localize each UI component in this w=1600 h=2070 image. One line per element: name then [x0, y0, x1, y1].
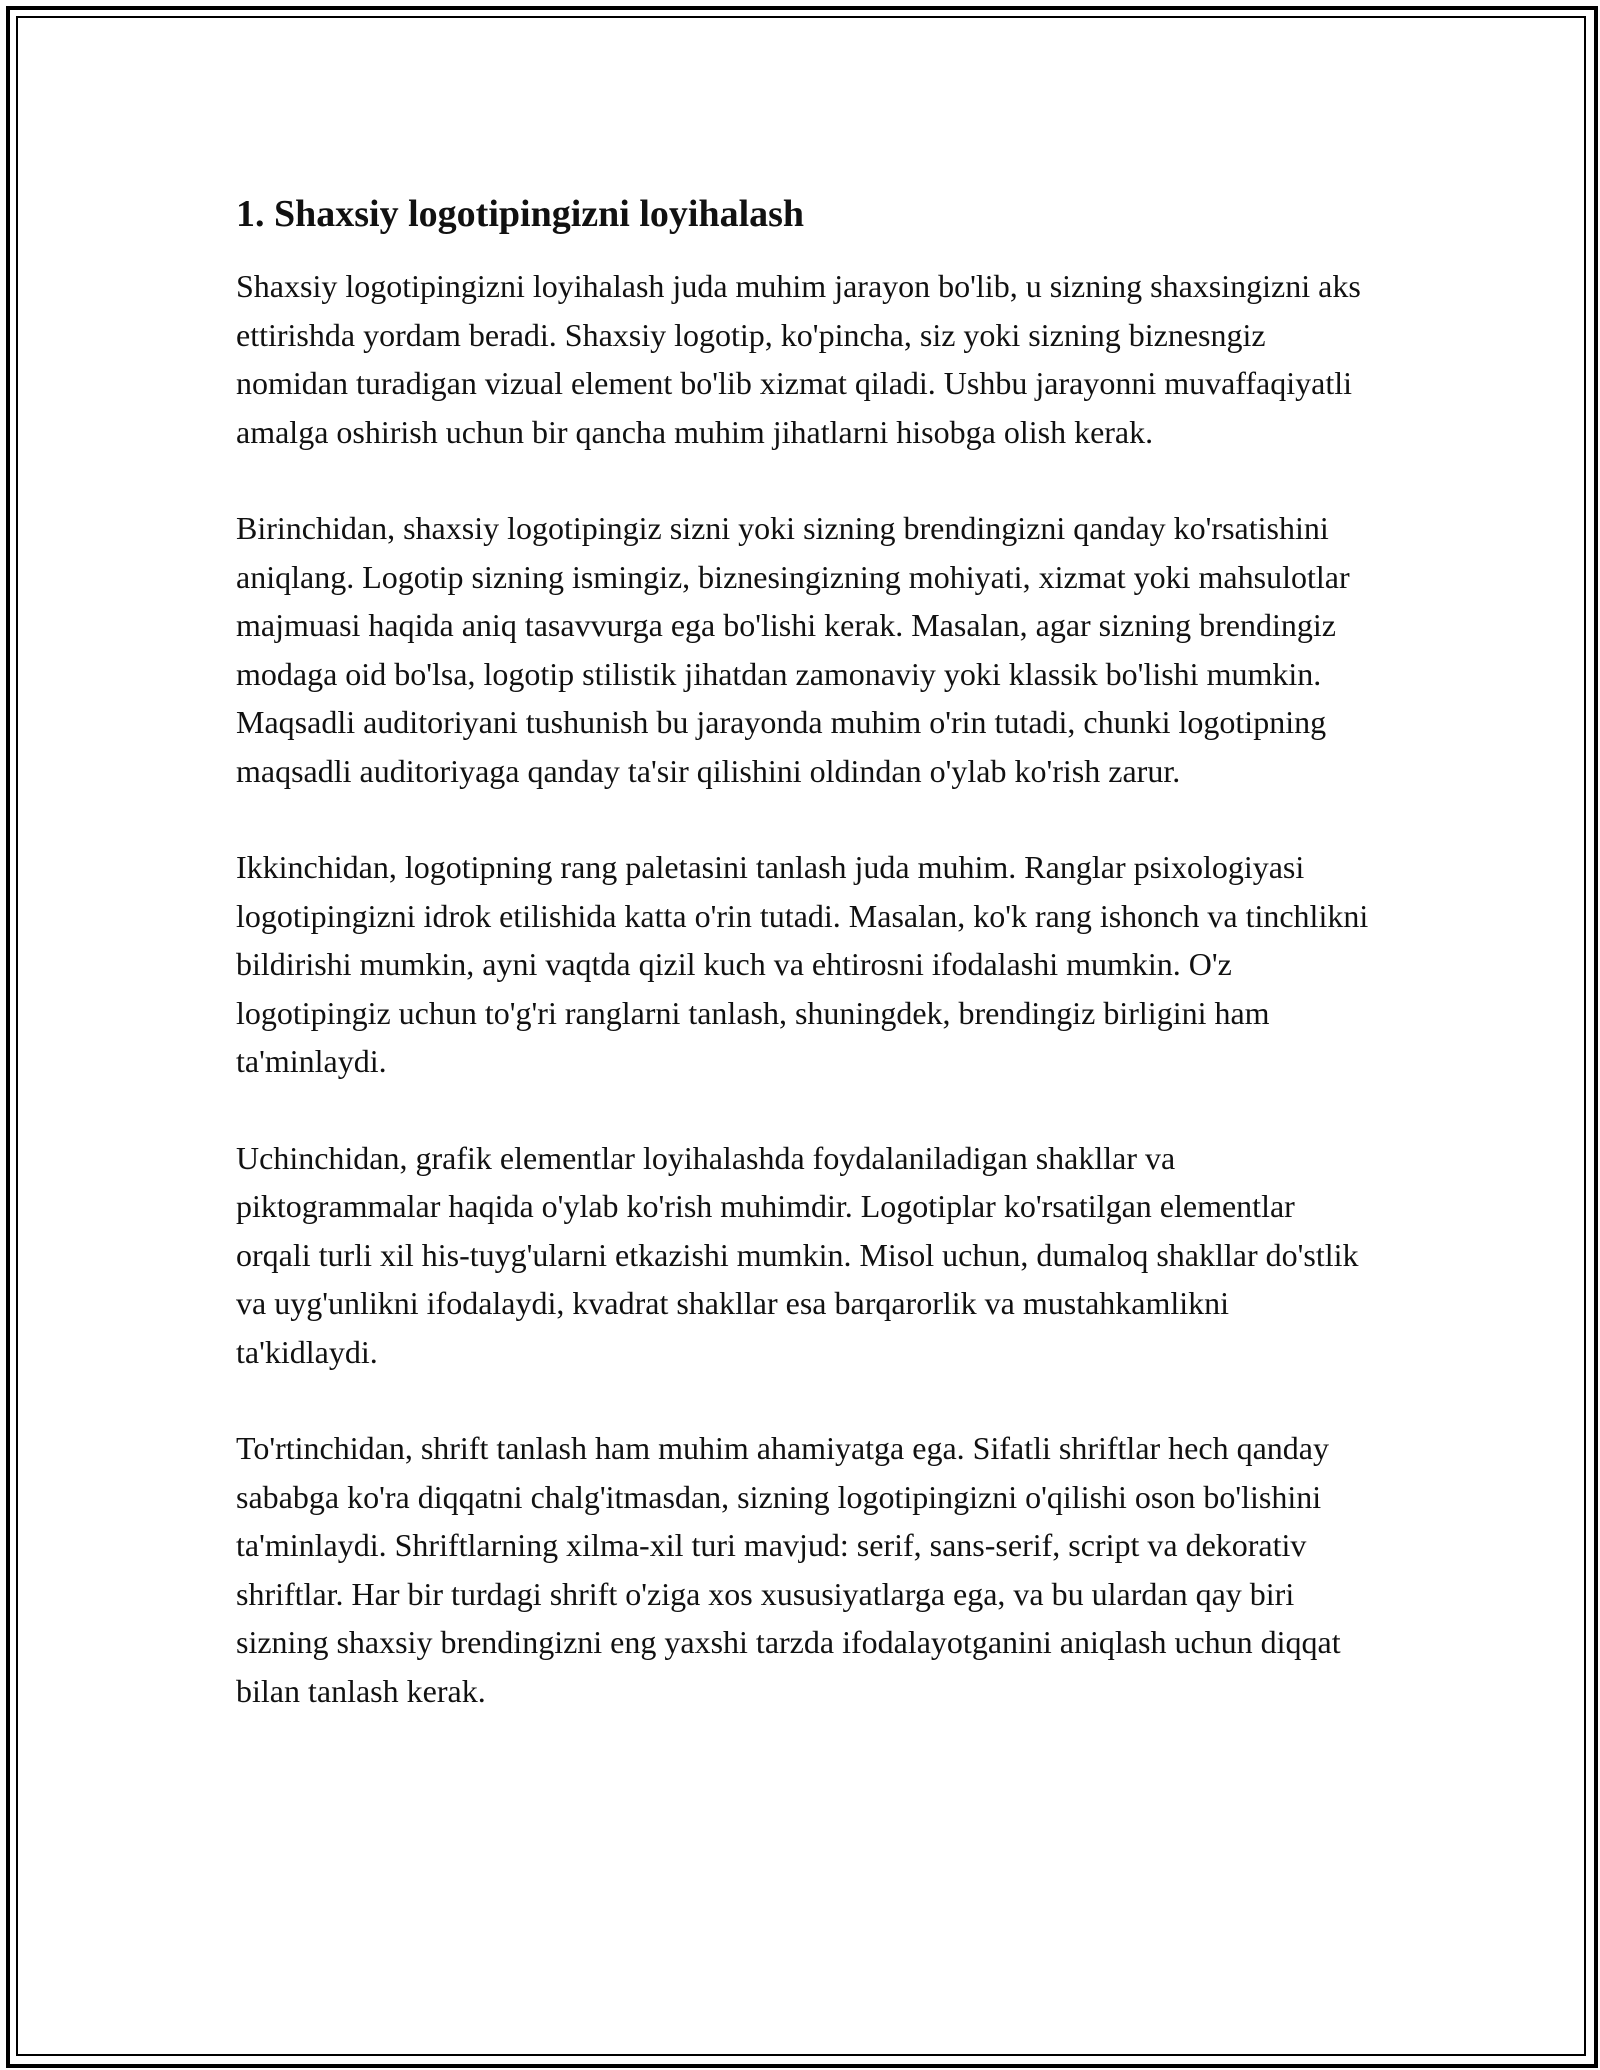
paragraph-second-point: Ikkinchidan, logotipning rang paletasini tanlash juda muhim. Ranglar psixologiyasi logotipingizni idrok etilishida katta o'rin tutadi. Masalan, ko'k rang ishonch va tinchlikni bildirishi mumkin, ayni vaqtda qizil kuch va ehtirosni ifodalashi mumkin. O'z logotipingiz uchun to'g'ri ranglarni tanlash, shuningdek, brendingiz birligini ham ta'minlaydi.	[236, 849, 1369, 1079]
paragraph-third-point: Uchinchidan, grafik elementlar loyihalashda foydalaniladigan shakllar va piktogrammalar haqida o'ylab ko'rish muhimdir. Logotiplar ko'rsatilgan elementlar orqali turli xil his-tuyg'ularni etkazishi mumkin. Misol uchun, dumaloq shakllar do'stlik va uyg'unlikni ifodalaydi, kvadrat shakllar esa barqarorlik va mustahkamlikni ta'kidlaydi.	[236, 1139, 1359, 1370]
document-body	[236, 188, 1376, 1763]
paragraph-intro: Shaxsiy logotipingizni loyihalash juda muhim jarayon bo'lib, u sizning shaxsingizni aks ettirishda yordam beradi. Shaxsiy logotip, ko'pincha, siz yoki sizning biznesngiz nomidan turadigan vizual element bo'lib xizmat qiladi. Ushbu jarayonni muvaffaqiyatli amalga oshirish uchun bir qancha muhim jihatlarni hisobga olish kerak.	[236, 268, 1361, 450]
paragraph-first-point: Birinchidan, shaxsiy logotipingiz sizni yoki sizning brendingizni qanday ko'rsatishini aniqlang. Logotip sizning ismingiz, biznesingizning mohiyati, xizmat yoki mahsulotlar majmuasi haqida aniq tasavvurga ega bo'lishi kerak. Masalan, agar sizning brendingiz modaga oid bo'lsa, logotip stilistik jihatdan zamonaviy yoki klassik bo'lishi mumkin. Maqsadli auditoriyani tushunish bu jarayonda muhim o'rin tutadi, chunki logotipning maqsadli auditoriyaga qanday ta'sir qilishini oldindan o'ylab ko'rish zarur.	[236, 510, 1350, 789]
paragraph-fourth-point: To'rtinchidan, shrift tanlash ham muhim ahamiyatga ega. Sifatli shriftlar hech qanday sababga ko'ra diqqatni chalg'itmasdan, sizning logotipingizni o'qilishi oson bo'lishini ta'minlaydi. Shriftlarning xilma-xil turi mavjud: serif, sans-serif, script va dekorativ shriftlar. Har bir turdagi shrift o'ziga xos xususiyatlarga ega, va bu ulardan qay biri sizning shaxsiy brendingizni eng yaxshi tarzda ifodalayotganini aniqlash uchun diqqat bilan tanlash kerak.	[236, 1430, 1341, 1709]
section-heading: 1. Shaxsiy logotipingizni loyihalash	[236, 193, 805, 235]
